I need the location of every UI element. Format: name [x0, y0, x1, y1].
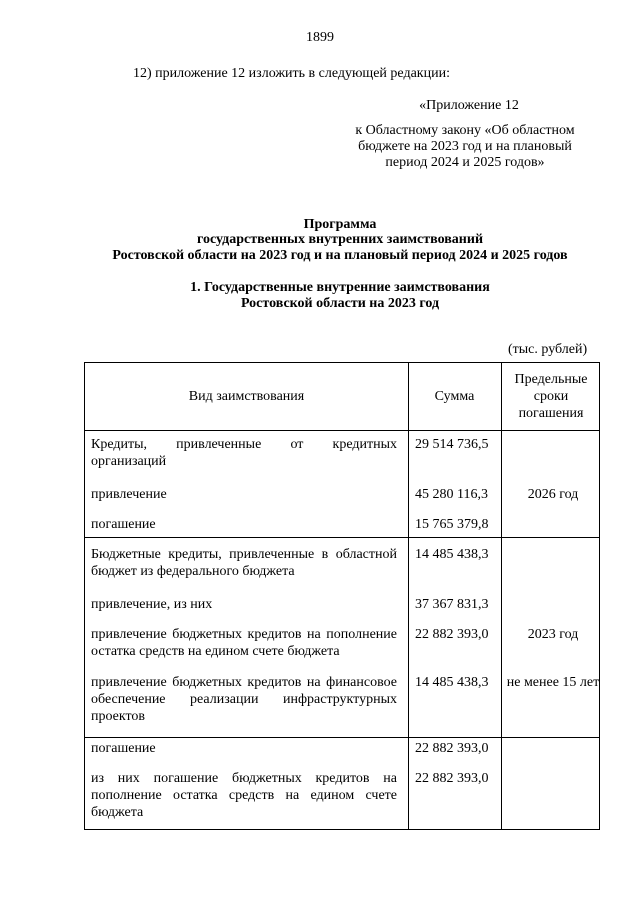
header-divider [85, 430, 599, 431]
page-number: 1899 [306, 30, 334, 45]
header-term-line-2: сроки [533, 389, 569, 404]
row-sum: 22 882 393,0 [415, 741, 489, 756]
appendix-line-4: период 2024 и 2025 годов» [385, 155, 545, 170]
row-desc: привлечение бюджетных кредитов на финансовое обеспечение реализации инфраструктурных проектов [91, 675, 397, 724]
group-divider-1 [85, 537, 599, 538]
row-desc: погашение [91, 517, 156, 532]
title-line-1: Программа [303, 217, 377, 232]
header-sum: Сумма [434, 389, 475, 404]
header-term-line-3: погашения [518, 406, 584, 421]
intro-line: 12) приложение 12 изложить в следующей редакции: [133, 66, 450, 81]
row-sum: 29 514 736,5 [415, 437, 489, 452]
appendix-line-2: к Областному закону «Об областном [355, 123, 575, 138]
section-line-2: Ростовской области на 2023 год [240, 296, 440, 311]
section-line-1: 1. Государственные внутренние заимствования [190, 280, 490, 295]
row-desc: погашение [91, 741, 156, 756]
row-sum: 14 485 438,3 [415, 547, 489, 562]
row-sum: 45 280 116,3 [415, 487, 488, 502]
row-term: 2023 год [527, 627, 579, 642]
row-desc: Бюджетные кредиты, привлеченные в областной бюджет из федерального бюджета [91, 547, 397, 579]
col-divider-2 [501, 363, 502, 829]
header-term [501, 371, 601, 422]
row-sum: 37 367 831,3 [415, 597, 489, 612]
row-term: не менее 15 лет [506, 675, 600, 690]
row-desc: Кредиты, привлеченные от кредитных организаций [91, 437, 397, 469]
col-divider-1 [408, 363, 409, 829]
row-sum: 22 882 393,0 [415, 627, 489, 642]
header-term-line-1: Предельные [514, 372, 588, 387]
row-sum: 14 485 438,3 [415, 675, 489, 690]
title-line-3: Ростовской области на 2023 год и на плановый период 2024 и 2025 годов [112, 248, 568, 263]
row-desc: из них погашение бюджетных кредитов на пополнение остатка средств на едином счете бюджета [91, 771, 397, 820]
header-type: Вид заимствования [188, 389, 305, 404]
row-term: 2026 год [527, 487, 579, 502]
appendix-line-3: бюджете на 2023 год и на плановый [358, 139, 572, 154]
title-line-2: государственных внутренних заимствований [196, 232, 484, 247]
row-desc: привлечение [91, 487, 167, 502]
borrowing-table [84, 362, 600, 830]
group-divider-2 [85, 737, 599, 738]
row-desc: привлечение, из них [91, 597, 213, 612]
units-label: (тыс. рублей) [508, 342, 588, 357]
appendix-line-1: «Приложение 12 [419, 98, 519, 113]
row-sum: 15 765 379,8 [415, 517, 489, 532]
row-desc: привлечение бюджетных кредитов на пополнение остатка средств на едином счете бюджета [91, 627, 397, 659]
row-sum: 22 882 393,0 [415, 771, 489, 786]
